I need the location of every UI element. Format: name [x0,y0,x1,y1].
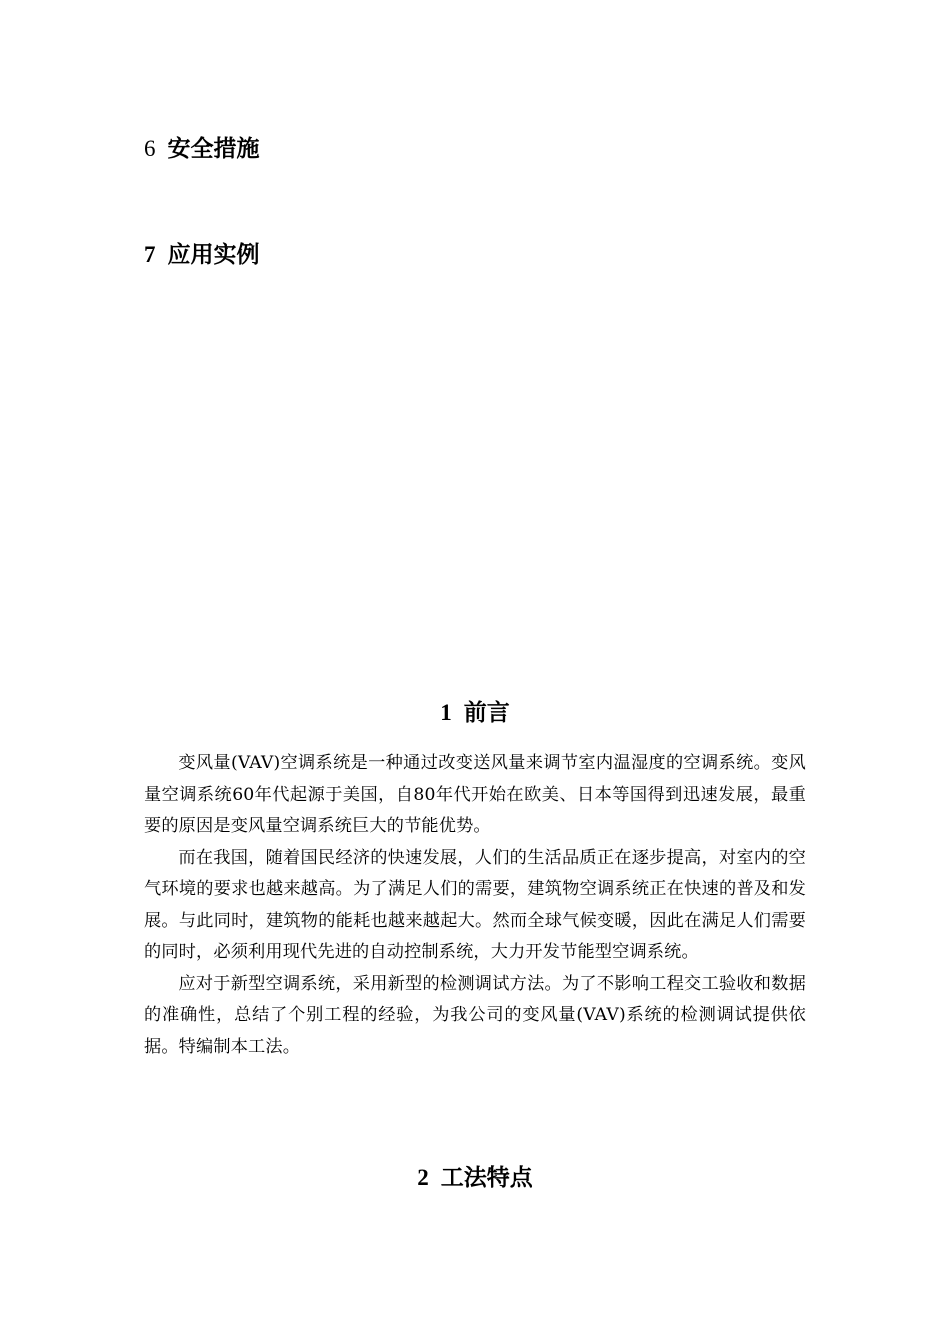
toc-heading-safety-measures [144,134,260,164]
toc-heading-title: 应用实例 [167,241,260,268]
paragraph: 而在我国，随着国民经济的快速发展，人们的生活品质正在逐步提高，对室内的空气环境的要求也越来越高。为了满足人们的需要，建筑物空调系统正在快速的普及和发展。与此同时，建筑物的能耗也越来越起大。然而全球气候变暖，因此在满足人们需要的同时，必须利用现代先进的自动控制系统，大力开发节能型空调系统。 [144,847,806,962]
toc-heading-number: 6 [144,136,156,161]
section-number: 1 [440,700,452,725]
paragraph: 应对于新型空调系统，采用新型的检测调试方法。为了不影响工程交工验收和数据的准确性，总结了个别工程的经验，为我公司的变风量(VAV)系统的检测调试提供依据。特编制本工法。 [144,973,806,1057]
paragraph: 变风量(VAV)空调系统是一种通过改变送风量来调节室内温湿度的空调系统。变风量空调系统60年代起源于美国，自80年代开始在欧美、日本等国得到迅速发展，最重要的原因是变风量空调系统巨大的节能优势。 [144,753,806,836]
section-title-text: 工法特点 [440,1164,533,1191]
toc-heading-application-examples [144,240,260,270]
section-number: 2 [417,1165,429,1190]
toc-heading-number: 7 [144,242,156,267]
preface-body [144,748,806,1063]
toc-heading-title: 安全措施 [167,135,260,162]
section-title-preface [144,698,806,728]
section-title-text: 前言 [463,699,510,726]
section-title-method-features [144,1163,806,1193]
